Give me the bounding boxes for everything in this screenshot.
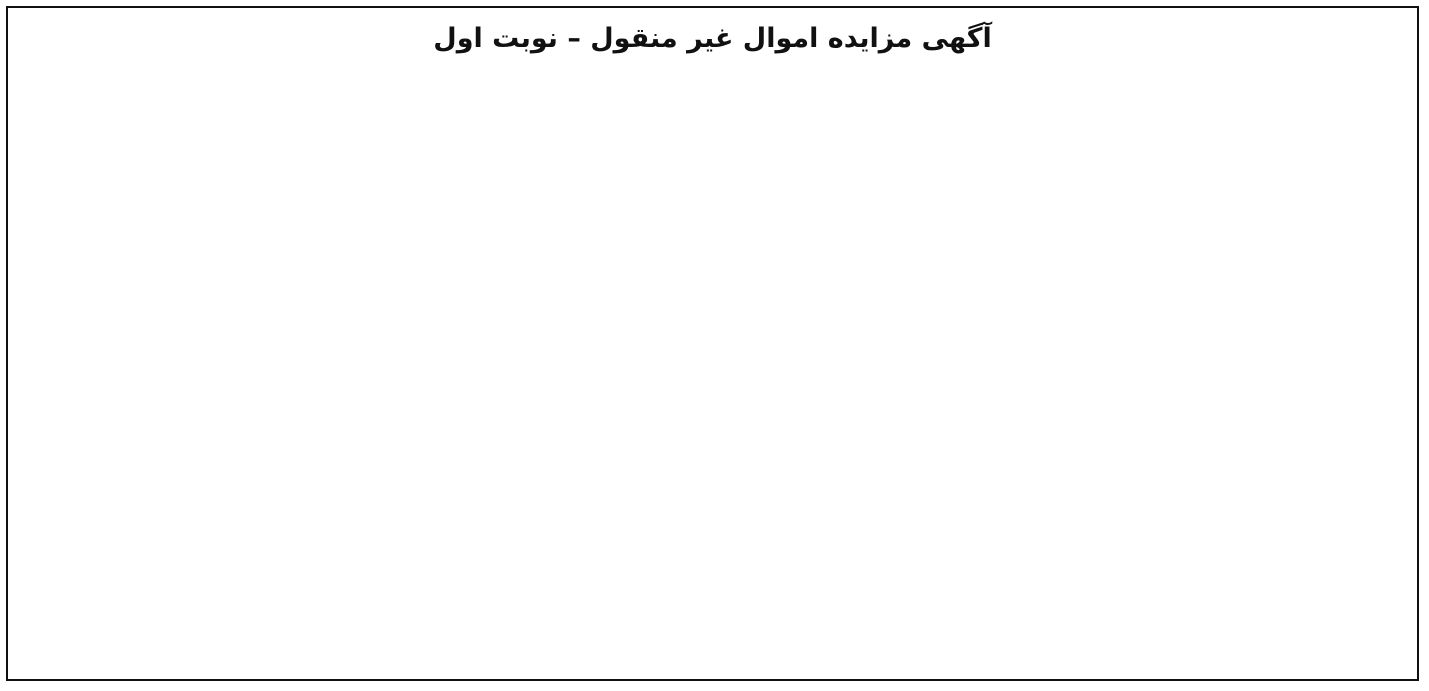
notice-body <box>26 72 1399 662</box>
auction-notice <box>6 6 1419 681</box>
notice-title: آگهی مزایده اموال غیر منقول – نوبت اول <box>433 23 992 54</box>
